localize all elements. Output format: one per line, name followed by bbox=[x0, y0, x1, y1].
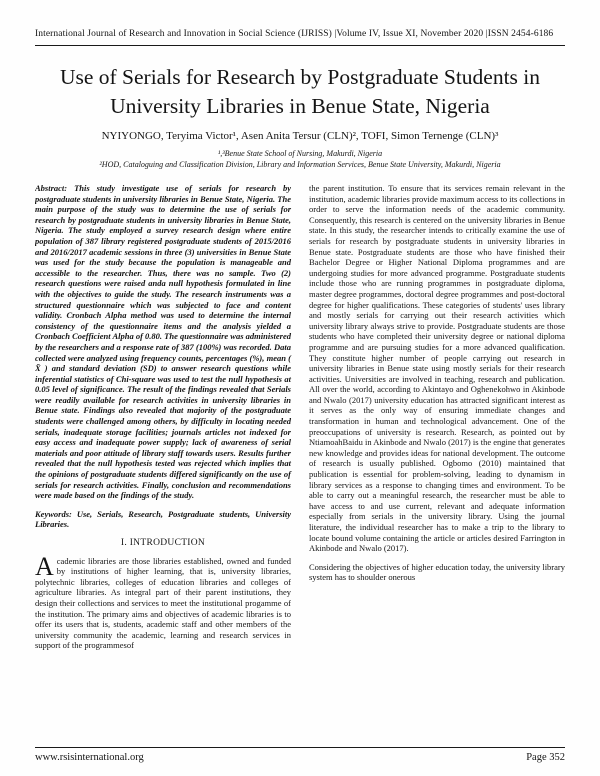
journal-header-line: International Journal of Research and Innovation in Social Science (IJRISS) |Volume IV, Issue XI, November 2020 |ISSN 2454-6186 bbox=[35, 28, 565, 46]
authors-line: NYIYONGO, Teryima Victor¹, Asen Anita Tersur (CLN)², TOFI, Simon Ternenge (CLN)³ bbox=[101, 130, 499, 142]
paper-title: Use of Serials for Research by Postgraduate Students in University Libraries in Benue State, Nigeria bbox=[59, 65, 541, 118]
intro-paragraph-left bbox=[35, 551, 291, 651]
keywords-paragraph bbox=[35, 509, 291, 530]
abstract-paragraph bbox=[35, 183, 291, 501]
section-heading-introduction: I. INTRODUCTION bbox=[120, 538, 206, 548]
footer-journal-url[interactable]: www.rsisinternational.org bbox=[35, 752, 144, 763]
footer-page-number: Page 352 bbox=[526, 752, 565, 763]
intro-paragraph-right: the parent institution. To ensure that its services remain relevant in the institution, academic libraries provide maximum access to its collections in order to serve the information needs of the academic community. Consequently, this research is centered on the university libraries in Benue state. In this study, the researcher intends to critically examine the use of serials for research by postgraduate students in university libraries in Benue state. Postgraduate students are those who have finished their Bachelor Degree or Higher National Diploma programmes and are undergoing studies for more advanced programme. Postgraduate students include those who are running programmes in postgraduate diploma, master degree programmes, doctoral degree programmes and post-doctoral degree for higher qualifications. These categories of students' uses library and mostly serials for carrying out their research activities which university library always strive to provide. Postgraduate students are those students who have completed their university degree or national diploma programme and are pursuing studies for a more advanced qualification. They constitute higher number of people carrying out research in university libraries in Benue state using mostly serials for their research activities. Universities are involved in teaching, research and publication. All over the world, according to Akintayo and Oghenekohwo in Akinbode and Nwalo (2017) university education has attracted significant interest as it serves as the only way of ensuring immediate changes and transformation in human and technological advancement. One of the preoccupations of university is research. Research, as pointed out by NtiamoahBaidu in Akinbode and Nwalo (2017) is the engine that generates new knowledge and provides ideas for national development. The outcome of research is usually published. Ogbomo (2010) maintained that publication is essential for problem-solving, leading to dynamism in library services as a response to changing times and environment. To be able to carry out a meaningful research, the researcher must be able to have access to and use current, relevant and adequate information especially from serials in the university library. Using the journal literature, the individual researcher has to make a trip to the library to locate bound volume containing the article or articles desired Farrington in Akinbode and Nwalo (2017). bbox=[309, 183, 565, 554]
page-footer bbox=[35, 747, 565, 763]
abstract-text: This study investigate use of serials for research by postgraduate students in university libraries in Benue State, Nigeria. The main purpose of the study was to determine the use of serials for research by postgraduate students in university libraries in Benue State, Nigeria. The study employed a survey research design where entire population of 387 library registered postgraduate students of 2015/2016 and 2016/2017 academic sessions in three (3) universities in Benue State was used for the study because the population is manageable and accessible to the researcher. Thus, there was no sample. Two (2) research questions were raised anda null hypothesis formulated in line with the objectives to guide the study. The research instruments was a structured questionnaire which was subjected to face and content validity. Cronbach Alpha method was used to determine the internal consistency of the questionnaire items and the analysis yielded a Cronbach Coefficient Alpha of 0.80. The questionnaire was administered by the researchers and a response rate of 387 (100%) was recorded. Data collected were analyzed using frequency counts, percentages (%), mean ( X̄ ) and standard deviation (SD) to answer research questions while inferential statistics of Chi-square was used to test the null hypothesis at 0.05 level of significance. The result of the findings revealed that Serials were readily available for research activities in university libraries in Benue state. Findings also revealed that majority of the postgraduate students were challenged among others, by difficulty in locating needed serials, inadequate storage facilities; journals articles not indexed for easy access and inadequate power supply; lack of awareness of serial materials and poor attitude of library staff towards users. Results further revealed that the null hypothesis tested was rejected which implies that the opinions of postgraduate students differed significantly on the use of serials for research activities. Finally, conclusion and recommendations were made based on the findings of the study. bbox=[35, 183, 292, 501]
left-column bbox=[35, 183, 291, 739]
dropcap-letter: A bbox=[35, 551, 54, 581]
affiliation-1: ¹,³Benue State School of Nursing, Makurdi, Nigeria bbox=[217, 149, 383, 158]
affiliations-block bbox=[35, 148, 565, 170]
two-column-body bbox=[35, 183, 565, 739]
affiliation-2: ²HOD, Cataloguing and Classification Division, Library and Information Services, Benue State University, Makurdi, Nigeria bbox=[99, 160, 501, 169]
intro-left-text: cademic libraries are those libraries established, owned and funded by institutions of higher learning, that is, university libraries, polytechnic libraries, colleges of education libraries and colleges of agriculture libraries. As integral part of their parent institutions, they design their collections and services to meet the institutional progamme of the institution. The primary aims and objectives of academic libraries is to offer its users that is, students, academic staff and other members of the university community the academic, learning and research services in support of the programmesof bbox=[35, 555, 291, 651]
keywords-label: Keywords: bbox=[35, 508, 72, 519]
right-column bbox=[309, 183, 565, 739]
keywords-text: Use, Serials, Research, Postgraduate students, University Libraries. bbox=[35, 508, 292, 530]
intro-paragraph-2: Considering the objectives of higher education today, the university library system has to shoulder onerous bbox=[309, 561, 565, 583]
abstract-label: Abstract: bbox=[35, 183, 68, 193]
